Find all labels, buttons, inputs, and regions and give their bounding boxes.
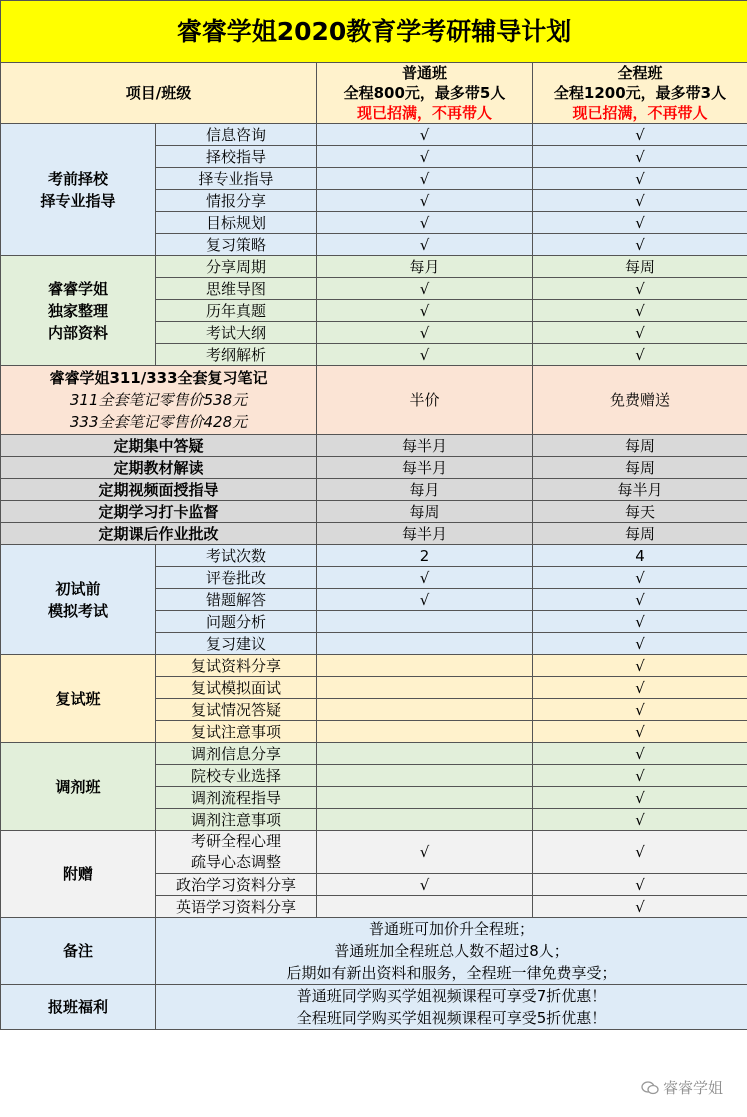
item-cell: 定期教材解读 [1,457,317,479]
class-desc: 全程800元，最多带5人 [343,84,506,102]
item-cell: 择校指导 [156,146,317,168]
full-class-value: √ [533,743,747,765]
regular-class-value: √ [317,589,533,611]
regular-class-value: √ [317,300,533,322]
full-class-value: 每天 [533,501,747,523]
class-name: 全程班 [617,64,663,82]
table-row [1,457,747,479]
regular-class-value: √ [317,322,533,344]
item-cell: 考试大纲 [156,322,317,344]
text-line: 考研全程心理 [190,832,281,850]
full-class-value: √ [533,721,747,743]
item-cell [156,831,317,874]
item-cell: 错题解答 [156,589,317,611]
class-status: 现已招满，不再带人 [356,104,492,122]
page-title: 睿睿学姐2020教育学考研辅导计划 [1,1,747,63]
regular-class-value: √ [317,124,533,146]
item-cell: 问题分析 [156,611,317,633]
section-label: 报班福利 [1,985,156,1030]
regular-class-value: 半价 [317,366,533,435]
text-line: 睿睿学姐311/333全套复习笔记 [49,369,268,387]
class-status: 现已招满，不再带人 [572,104,708,122]
regular-class-value: 每半月 [317,457,533,479]
item-cell: 复试模拟面试 [156,677,317,699]
full-class-value: 每半月 [533,479,747,501]
section-label: 附赠 [1,831,156,918]
item-cell: 思维导图 [156,278,317,300]
watermark [637,1076,727,1099]
regular-class-value [317,743,533,765]
item-cell: 择专业指导 [156,168,317,190]
text-line: 普通班同学购买学姐视频课程可享受7折优惠！ [296,987,607,1005]
item-cell: 政治学习资料分享 [156,874,317,896]
item-cell: 复试情况答疑 [156,699,317,721]
full-class-value: √ [533,278,747,300]
text-line: 后期如有新出资料和服务，全程班一律免费享受； [286,964,617,982]
full-class-value: √ [533,589,747,611]
text-line: 全程班同学购买学姐视频课程可享受5折优惠！ [296,1009,607,1027]
benefits-text [156,985,747,1030]
regular-class-value [317,787,533,809]
text-line: 模拟考试 [47,601,108,620]
regular-class-value: 每半月 [317,523,533,545]
item-cell: 英语学习资料分享 [156,896,317,918]
item-cell: 历年真题 [156,300,317,322]
full-class-value: 每周 [533,435,747,457]
wechat-icon [641,1081,659,1095]
regular-class-value: √ [317,212,533,234]
full-class-value: √ [533,787,747,809]
text-line: 择专业指导 [40,191,116,210]
full-class-value: 每周 [533,457,747,479]
table-row [1,743,747,765]
item-cell: 评卷批改 [156,567,317,589]
full-class-value: √ [533,896,747,918]
header-regular-class [317,63,533,124]
regular-class-value [317,633,533,655]
regular-class-value: √ [317,344,533,366]
regular-class-value: 每月 [317,256,533,278]
item-cell: 分享周期 [156,256,317,278]
table-row [1,655,747,677]
full-class-value: √ [533,809,747,831]
table-row [1,523,747,545]
table-row [1,124,747,146]
item-cell: 定期集中答疑 [1,435,317,457]
text-line: 普通班加全程班总人数不超过8人； [334,942,569,960]
text-line: 睿睿学姐 [47,279,108,298]
class-desc: 全程1200元，最多带3人 [553,84,727,102]
full-class-value: √ [533,633,747,655]
table-row [1,831,747,874]
full-class-value: 4 [533,545,747,567]
full-class-value: √ [533,212,747,234]
header-full-class [533,63,747,124]
section-label [1,545,156,655]
text-line: 独家整理 [47,301,108,320]
full-class-value: √ [533,168,747,190]
class-name: 普通班 [401,64,447,82]
item-cell: 院校专业选择 [156,765,317,787]
full-class-value: √ [533,655,747,677]
full-class-value: √ [533,190,747,212]
title-row [1,1,747,63]
full-class-value: √ [533,300,747,322]
regular-class-value: 每月 [317,479,533,501]
full-class-value: 免费赠送 [533,366,747,435]
regular-class-value: √ [317,278,533,300]
item-cell: 调剂流程指导 [156,787,317,809]
text-line: 普通班可加价升全程班； [369,920,535,938]
text-line: 内部资料 [47,323,108,342]
section-label [1,124,156,256]
regular-class-value: 每半月 [317,435,533,457]
table-row [1,435,747,457]
header-item-label: 项目/班级 [1,63,317,124]
table-row [1,479,747,501]
watermark-text: 睿睿学姐 [662,1079,723,1097]
section-label: 备注 [1,918,156,985]
table-row [1,918,747,985]
table-row [1,366,747,435]
item-cell: 定期视频面授指导 [1,479,317,501]
regular-class-value [317,765,533,787]
regular-class-value [317,809,533,831]
item-cell: 信息咨询 [156,124,317,146]
item-cell: 情报分享 [156,190,317,212]
regular-class-value: √ [317,146,533,168]
full-class-value: 每周 [533,523,747,545]
item-cell: 调剂注意事项 [156,809,317,831]
item-cell: 复试注意事项 [156,721,317,743]
item-cell: 复习策略 [156,234,317,256]
item-cell: 考试次数 [156,545,317,567]
full-class-value: √ [533,611,747,633]
regular-class-value: 每周 [317,501,533,523]
text-line: 疏导心态调整 [190,853,281,871]
full-class-value: 每周 [533,256,747,278]
regular-class-value [317,611,533,633]
regular-class-value [317,655,533,677]
full-class-value: √ [533,124,747,146]
regular-class-value [317,699,533,721]
regular-class-value: 2 [317,545,533,567]
full-class-value: √ [533,322,747,344]
full-class-value: √ [533,234,747,256]
regular-class-value [317,677,533,699]
regular-class-value: √ [317,190,533,212]
item-cell: 调剂信息分享 [156,743,317,765]
full-class-value: √ [533,765,747,787]
full-class-value: √ [533,567,747,589]
full-class-value: √ [533,146,747,168]
full-class-value: √ [533,831,747,874]
text-line: 333全套笔记零售价428元 [69,413,248,431]
full-class-value: √ [533,677,747,699]
section-label: 调剂班 [1,743,156,831]
remarks-text [156,918,747,985]
item-cell: 考纲解析 [156,344,317,366]
table-row [1,985,747,1030]
section-label: 复试班 [1,655,156,743]
item-cell: 定期学习打卡监督 [1,501,317,523]
item-cell: 复习建议 [156,633,317,655]
regular-class-value: √ [317,234,533,256]
regular-class-value [317,896,533,918]
text-line: 考前择校 [47,169,108,188]
regular-class-value: √ [317,168,533,190]
table-row [1,256,747,278]
regular-class-value [317,721,533,743]
item-cell: 目标规划 [156,212,317,234]
notes-set-label [1,366,317,435]
regular-class-value: √ [317,831,533,874]
full-class-value: √ [533,874,747,896]
text-line: 311全套笔记零售价538元 [69,391,248,409]
table-row [1,545,747,567]
item-cell: 定期课后作业批改 [1,523,317,545]
full-class-value: √ [533,699,747,721]
header-row [1,63,747,124]
regular-class-value: √ [317,567,533,589]
table-row [1,501,747,523]
full-class-value: √ [533,344,747,366]
regular-class-value: √ [317,874,533,896]
text-line: 初试前 [55,579,101,598]
section-label [1,256,156,366]
item-cell: 复试资料分享 [156,655,317,677]
